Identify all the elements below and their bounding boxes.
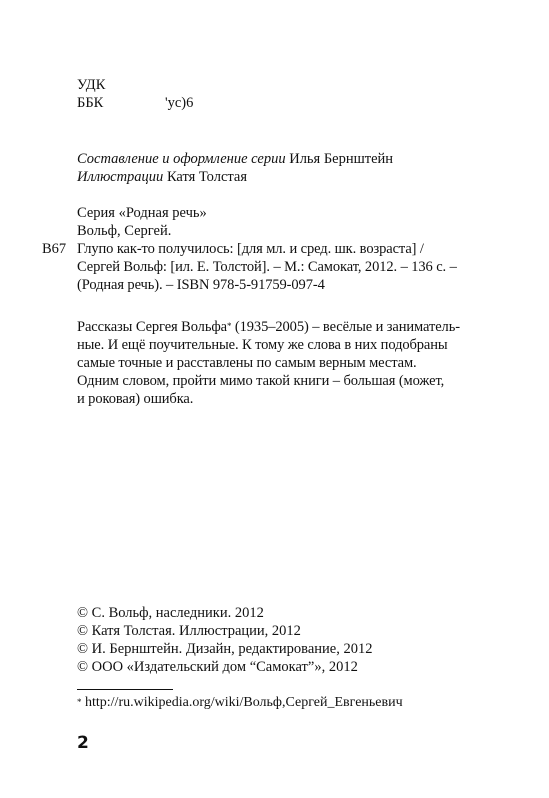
abstract-line: [77, 318, 497, 336]
copyright-line: © Катя Толстая. Иллюстрации, 2012: [77, 623, 301, 639]
copyright-line: © С. Вольф, наследники. 2012: [77, 605, 264, 621]
description-line: Сергей Вольф: [ил. Е. Толстой]. – М.: Самокат, 2012. – 136 с. –: [77, 259, 457, 275]
copyright-line: © ООО «Издательский дом “Самокат”», 2012: [77, 659, 358, 675]
abstract-line-start: Рассказы Сергея Вольфа: [77, 319, 227, 335]
author-mark: В67: [42, 241, 67, 257]
abstract-line: ные. И ещё поучительные. К тому же слова в них подобраны: [77, 337, 448, 353]
footnote-divider: [77, 689, 173, 690]
copyright-block: [77, 604, 497, 676]
description-line: Глупо как-то получилось: [для мл. и сред. шк. возраста] /: [77, 241, 424, 257]
series-line: Серия «Родная речь»: [77, 205, 207, 221]
bibliographic-block: [77, 204, 497, 294]
abstract-line: самые точные и расставлены по самым верным местам.: [77, 355, 417, 371]
classification-block: [77, 76, 497, 112]
footnote-mark: *: [77, 697, 82, 707]
bbk-code: 'ус)6: [165, 95, 194, 111]
series-design-role: Составление и оформление серии: [77, 151, 286, 167]
abstract-line: и роковая) ошибка.: [77, 391, 194, 407]
bbk-label: ББК: [77, 95, 104, 111]
abstract-line-end: (1935–2005) – весёлые и заниматель-: [231, 319, 460, 335]
illustrations-name: Катя Толстая: [163, 169, 248, 185]
series-design-name: Илья Бернштейн: [285, 151, 394, 167]
udk-label: УДК: [77, 77, 106, 93]
abstract-block: [77, 318, 497, 408]
author-line: Вольф, Сергей.: [77, 223, 172, 239]
bbk-line: [77, 94, 497, 112]
footnote-mark: *: [226, 321, 232, 331]
illustrations-credit: [77, 168, 497, 186]
copyright-line: © И. Бернштейн. Дизайн, редактирование, 2012: [77, 641, 373, 657]
illustrations-role: Иллюстрации: [77, 169, 164, 185]
footnote: [77, 694, 403, 712]
abstract-line: Одним словом, пройти мимо такой книги – большая (может,: [77, 373, 445, 389]
credits-block: [77, 150, 497, 186]
series-design-credit: [77, 150, 497, 168]
description-line: (Родная речь). – ISBN 978-5-91759-097-4: [77, 277, 325, 293]
footnote-link[interactable]: http://ru.wikipedia.org/wiki/Вольф,Сергей_Евгеньевич: [81, 695, 403, 710]
page-number: 2: [77, 733, 89, 753]
